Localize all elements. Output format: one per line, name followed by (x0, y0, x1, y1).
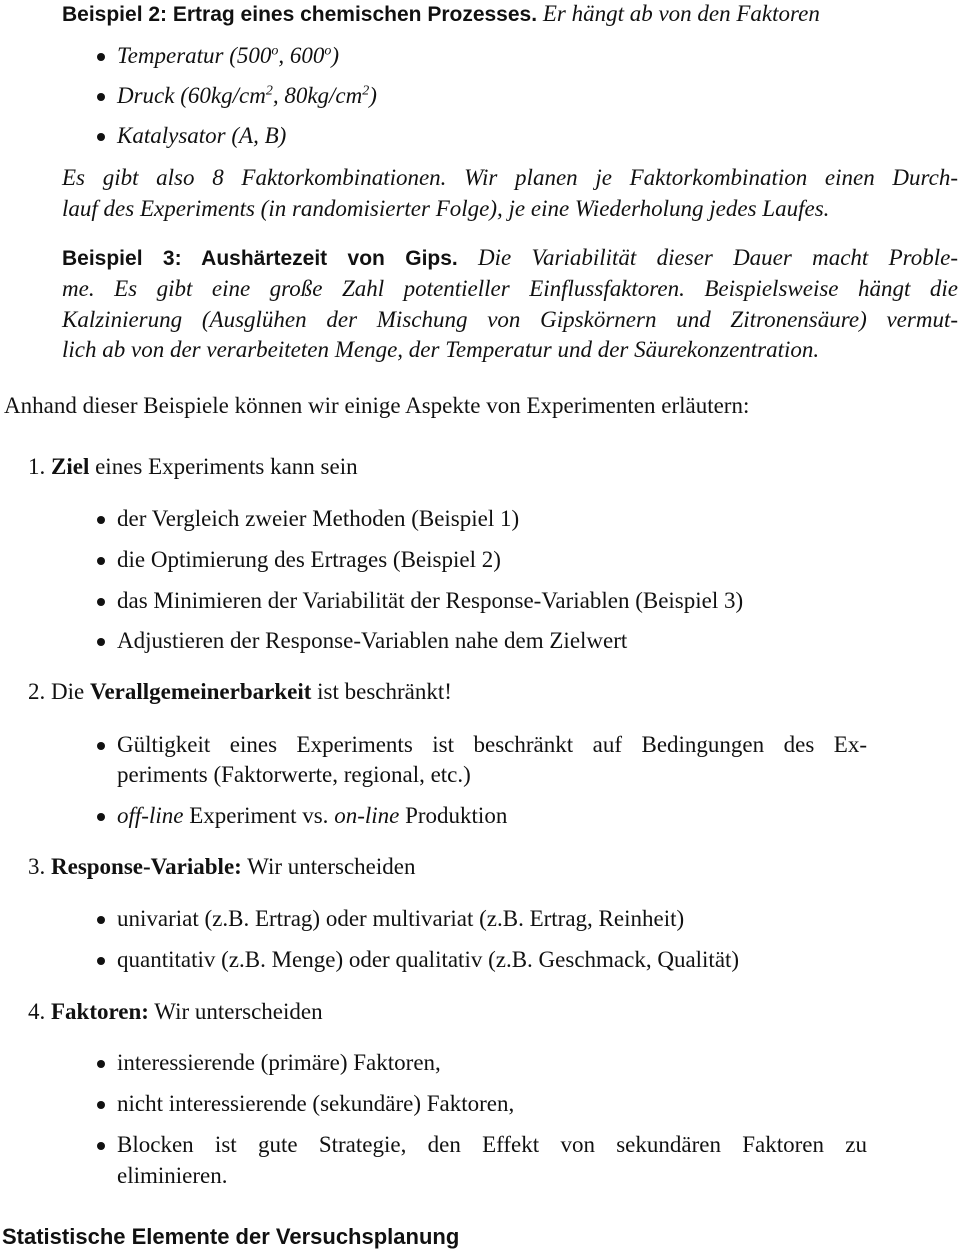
bullet-icon (97, 53, 105, 61)
list-item: Adjustieren der Response-Variablen nahe dem Zielwert (117, 628, 628, 653)
bullet-icon (97, 516, 105, 524)
item-4-heading: 4. Faktoren: Wir unterscheiden (28, 999, 323, 1024)
example2-intro: Er hängt ab von den Faktoren (542, 1, 820, 26)
list-item: interessierende (primäre) Faktoren, (117, 1050, 441, 1075)
list-item: die Optimierung des Ertrages (Beispiel 2) (117, 547, 501, 572)
bullet-icon (97, 1060, 105, 1068)
item-3-heading: 3. Response-Variable: Wir unterscheiden (28, 854, 416, 879)
bullet-icon (97, 916, 105, 924)
list-item-continuation: eliminieren. (117, 1163, 228, 1188)
example3-title: Beispiel 3: Aushärtezeit von Gips. (62, 247, 458, 270)
bullet-icon (97, 598, 105, 606)
example2-heading-line (62, 0, 820, 29)
factor-catalyst: Katalysator (A, B) (117, 123, 287, 148)
list-item: das Minimieren der Variabilität der Response-Variablen (Beispiel 3) (117, 588, 744, 613)
bullet-icon (97, 557, 105, 565)
bullet-icon (97, 742, 105, 750)
bullet-icon (97, 813, 105, 821)
example3-line: me. Es gibt eine große Zahl potentieller Einflussfaktoren. Beispielsweise hängt die (62, 276, 958, 301)
bullet-icon (97, 133, 105, 141)
example3-line: lich ab von der verarbeiteten Menge, der Temperatur und der Säurekonzentration. (62, 337, 820, 362)
bullet-icon (97, 1101, 105, 1109)
list-item-continuation: periments (Faktorwerte, regional, etc.) (117, 762, 471, 787)
item-1-heading: 1. Ziel eines Experiments kann sein (28, 454, 358, 479)
list-item: der Vergleich zweier Methoden (Beispiel 1) (117, 506, 520, 531)
example2-title: Beispiel 2: Ertrag eines chemischen Prozesses. (62, 3, 538, 26)
item-2-heading: 2. Die Verallgemeinerbarkeit ist beschränkt! (28, 679, 452, 704)
bullet-icon (97, 1142, 105, 1150)
list-item: off-line Experiment vs. on-line Produktion (117, 803, 508, 828)
example2-text-line: Es gibt also 8 Faktorkombinationen. Wir planen je Faktorkombination einen Durch- (62, 165, 958, 190)
example3-line: Kalzinierung (Ausglühen der Mischung von Gipskörnern und Zitronensäure) vermut- (62, 307, 958, 332)
list-item: quantitativ (z.B. Menge) oder qualitativ (z.B. Geschmack, Qualität) (117, 947, 740, 972)
list-item: nicht interessierende (sekundäre) Faktoren, (117, 1091, 515, 1116)
bullet-icon (97, 957, 105, 965)
factor-temperature: Temperatur (500$^o$, 600$^o$) (117, 43, 340, 68)
list-item: univariat (z.B. Ertrag) oder multivariat (z.B. Ertrag, Reinheit) (117, 906, 685, 931)
bullet-icon (97, 93, 105, 101)
factor-pressure: Druck ($60kg/cm^2$, $80kg/cm^2$) (117, 83, 377, 108)
list-item: Gültigkeit eines Experiments ist beschränkt auf Bedingungen des Ex- (117, 732, 867, 757)
example2-text-line: lauf des Experiments (in randomisierter Folge), je eine Wiederholung jedes Laufes. (62, 196, 830, 221)
anhand-paragraph: Anhand dieser Beispiele können wir einige Aspekte von Experimenten erläutern: (4, 393, 750, 418)
bullet-icon (97, 638, 105, 646)
section-heading: Statistische Elemente der Versuchsplanung (2, 1224, 460, 1249)
example3-line: Beispiel 3: Aushärtezeit von Gips. Die Variabilität dieser Dauer macht Proble- (62, 245, 959, 270)
list-item: Blocken ist gute Strategie, den Effekt von sekundären Faktoren zu (117, 1132, 867, 1157)
